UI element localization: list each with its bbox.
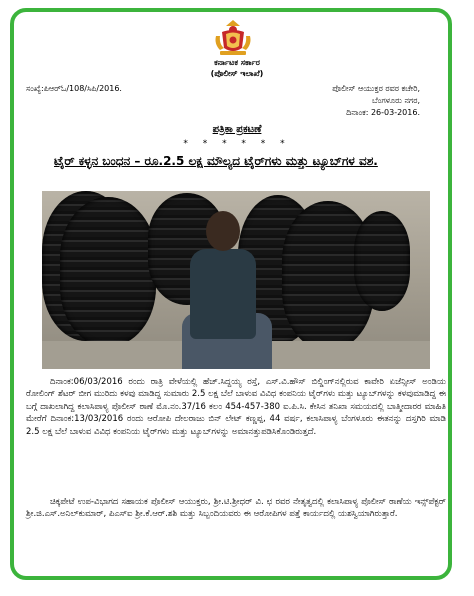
person-torso [190,249,256,339]
state-emblem-icon [210,18,256,58]
document-date: ದಿನಾಂಕ: 26-03-2016. [346,108,420,117]
govt-name: ಕರ್ನಾಟಕ ಸರ್ಕಾರ [214,58,260,67]
department-name: (ಪೊಲೀಸ್ ಇಲಾಖೆ) [210,69,264,78]
office-address-line2: ಬೆಂಗಳೂರು ನಗರ, [372,96,420,105]
reference-number: ಸಂಖ್ಯೆ:ಪಿಆರ್‌ಓ/108/ಸಿಪಿ/2016. [26,84,122,93]
suspect-photo [42,191,430,369]
news-title: ಟೈರ್ ಕಳ್ಳನ ಬಂಧನ – ರೂ.2.5 ಲಕ್ಷ ಮೌಲ್ಯದ ಟೈರ್‌ಗಳು ಮತ್ತು ಟ್ಯೂಬ್‌ಗಳ ವಶ. [54,154,378,168]
tyre-stack [60,197,156,347]
office-address-line1: ಪೊಲೀಸ್ ಆಯುಕ್ತರ ರವರ ಕಚೇರಿ, [332,84,420,93]
press-release-heading: ಪತ್ರಿಕಾ ಪ್ರಕಟಣೆ [212,124,262,135]
body-paragraph-1: ದಿನಾಂಕ:06/03/2016 ರಂದು ರಾತ್ರಿ ವೇಳೆಯಲ್ಲಿ ಹೆಚ್.ಸಿದ್ದಯ್ಯ ರಸ್ತೆ, ಎಸ್.ವಿ.ಹೌಸ್ ಬಿಲ್ಡಿಂಗ್‌ನಲ್ಲಿರುವ ಕಾವೇರಿ ಏಜೆನ್ಸೀಸ್ ಅಂಡಿಯ ರೋಲಿಂಗ್ ಶೆಟರ್ ಬೀಗ ಮುರಿದು ಕಳವು ಮಾಡಿದ್ದ ಸುಮಾರು 2.5 ಲಕ್ಷ ಬೆಲೆ ಬಾಳುವ ವಿವಿಧ ಕಂಪನಿಯ ಟೈರ್‌ಗಳು ಮತ್ತು ಟ್ಯೂಬ್‌ಗಳನ್ನು ಕಳವುಮಾಡಿದ್ದ ಈ ಬಗ್ಗೆ ದಾಖಲಾಗಿದ್ದ ಕಲಾಸಿಪಾಳ್ಯ ಪೊಲೀಸ್ ಠಾಣೆ ಮೊ.ನಂ.37/16 ಕಲಂ 454-457-380 ಐ.ಪಿ.ಸಿ. ಕೇಸಿನ ತನಿಖಾ ಸಮಯದಲ್ಲಿ ಬಾತ್ಮೀದಾರರ ಮಾಹಿತಿ ಮೇರೆಗೆ ದಿನಾಂಕ:13/03/2016 ರಂದು ಆರೋಪಿ ದೇಲರಾಜು ಬಿನ್ ಲೇಟ್ ಕಣ್ಣಪ್ಪ, 44 ವರ್ಷ, ಕಲಾಸಿಪಾಳ್ಯ ಬೆಂಗಳೂರು ಈತನನ್ನು ದಸ್ತಗಿರಿ ಮಾಡಿ 2.5 ಲಕ್ಷ ಬೆಲೆ ಬಾಳುವ ವಿವಿಧ ಕಂಪನಿಯ ಟೈರ್‌ಗಳು ಮತ್ತು ಟ್ಯೂಬ್‌ಗಳನ್ನು ಅಮಾನತ್ತುಪಡಿಸಿಕೊಂಡಿರುತ್ತದೆ. [26,377,446,437]
star-divider: * * * * * * [183,139,291,149]
body-paragraph-2: ಚಿಕ್ಕಪೇಟೆ ಉಪ-ವಿಭಾಗದ ಸಹಾಯಕ ಪೊಲೀಸ್ ಆಯುಕ್ತರು, ಶ್ರೀ.ಟಿ.ಶ್ರೀಧರ್ ವಿ. ಛ ರವರ ನೇತೃತ್ವದಲ್ಲಿ ಕಲಾಸಿಪಾಳ್ಯ ಪೊಲೀಸ್ ಠಾಣೆಯ ಇನ್ಸ್‌ಪೆಕ್ಟರ್ ಶ್ರೀ.ಜಿ.ಎಸ್.ಅನಿಲ್‌ಕುಮಾರ್, ಪಿಎಸ್‌ಐ ಶ್ರೀ.ಕೆ.ಆರ್.ಶಶಿ ಮತ್ತು ಸಿಬ್ಬಂದಿಯವರು ಈ ಆರೋಪಿಗಳ ಪತ್ತೆ ಕಾರ್ಯದಲ್ಲಿ ಯಶಸ್ವಿಯಾಗಿರುತ್ತಾರೆ. [26,497,446,520]
tyre-stack [354,211,410,311]
person-head [206,211,240,251]
